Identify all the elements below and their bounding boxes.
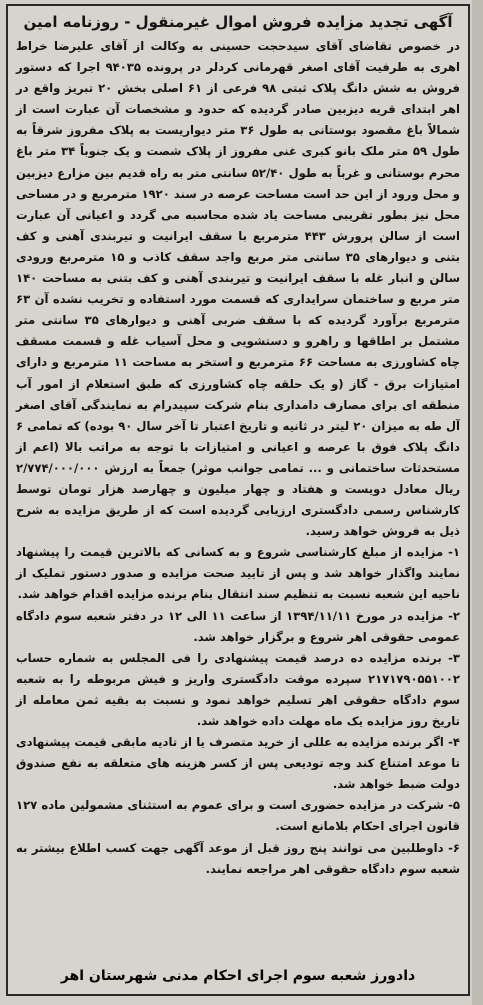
condition-item-6: ۶- داوطلبین می توانند پنج روز قبل از موعد آگهی جهت کسب اطلاع بیشتر به شعبه سوم دادگاه حقوقی اهر مراجعه نمایند. [16, 840, 460, 876]
condition-item-5: ۵- شرکت در مزایده حضوری است و برای عموم به استثنای مشمولین ماده ۱۲۷ قانون اجرای احکام بلامانع است. [16, 798, 460, 834]
notice-body [8, 6, 468, 880]
notice-title: آگهی تجدید مزایده فروش اموال غیرمنقول - روزنامه امین [23, 13, 453, 31]
notice-intro: در خصوص تقاضای آقای سیدحجت حسینی به وکالت از آقای علیرضا خراط اهری به طرفیت آقای اصغر قهرمانی کردلر در پرونده ۹۴۰۳۵ اجرا که دستور فروش به شش دانگ پلاک ثبتی ۹۸ فرعی از ۶۱ اصلی بخش ۲۰ تبریز واقع در اهر ابتدای قریه دیزبین صادر گردیده که حدود و مشخصات آن عبارت است از شمالاً باغ مقصود بوستانی به طول ۳۶ متر دیواریست به پلاک مفروز شرقاً به طول ۵۹ متر ملک بانو کبری غنی مفروز از پلاک شصت و یک جنوباً ۳۴ متر باغ محرم بوستانی و غرباً به طول ۵۲/۴۰ سانتی متر به راه قدیم بین مزارع دیزبین و محل ورود از این حد است مساحت عرصه در سند ۱۹۲۰ مترمربع و در مساحی محل نیز بطور تقریبی مساحت یاد شده محاسبه می گردد و اعیانی آن عبارت است از سالن پرورش ۴۴۳ مترمربع با سقف ایرانیت و تیربندی آهنی و کف بتنی و دیوارهای ۳۵ سانتی متر مربع واجد سقف کاذب و ۱۵ مترمربع ورودی سالن و انبار غله با سقف ایرانیت و تیربندی آهنی و کف بتنی به مساحت ۱۴۰ متر مربع و ساختمان سرایداری که قسمت مورد استفاده و تخریب نشده آن ۶۳ مترمربع برآورد گردیده که با سقف ضربی آهنی و دیوارهای ۳۵ سانتی متر مشتمل بر اطاقها و راهرو و دستشویی و محل آسیاب غله و قسمت مسقف چاه کشاورزی به مساحت ۶۶ مترمربع و استخر به مساحت ۱۱ مترمربع و دارای امتیازات برق - گاز (و یک حلقه چاه کشاورزی که طبق استعلام از امور آب منطقه ای برای مصارف دامداری بنام شرکت سپیدرام به نمایندگی آقای اصغر آل طه به میزان ۲۰ لیتر در ثانیه و تاریخ اعتبار تا آخر سال ۹۰ بوده) که تمامی ۶ دانگ پلاک فوق با عرصه و اعیانی و امتیازات با توجه به مراتب بالا (اعم از مستحدثات ساختمانی و ... تمامی جوانب موثر) جمعاً به ارزش ۲/۷۷۴/۰۰۰/۰۰۰ ریال معادل دویست و هفتاد و چهار میلیون و چهارصد هزار تومان توسط کارشناس رسمی دادگستری ارزیابی گردیده است که از طریق مزایده به شرح ذیل به فروش خواهد رسید. [16, 39, 461, 539]
page-edge [472, 0, 483, 1005]
notice-signature: دادورز شعبه سوم اجرای احکام مدنی شهرستان اهر [60, 968, 416, 984]
condition-item-4: ۴- اگر برنده مزایده به عللی از خرید متصرف یا از تادیه مابقی قیمت پیشنهادی تا موعد امتناع کند وجه تودیعی پس از کسر هزینه های متعلقه به نفع صندوق دولت ضبط خواهد شد. [16, 735, 460, 792]
condition-item-3: ۳- برنده مزایده ده درصد قیمت پیشنهادی را فی المجلس به شماره حساب ۲۱۷۱۷۹۰۵۵۱۰۰۲ سپرده موقت دادگستری واریز و فیش مربوطه را به شعبه سوم دادگاه حقوقی اهر تسلیم خواهد نمود و نسبت به بقیه ثمن معامله از تاریخ روز مزایده یک ماه مهلت داده خواهد شد. [16, 650, 460, 728]
condition-item-1: ۱- مزایده از مبلغ کارشناسی شروع و به کسانی که بالاترین قیمت را پیشنهاد نمایند واگذار خواهد شد و پس از تایید صحت مزایده و صدور دستور تملیک از ناحیه این شعبه نسبت به تنظیم سند انتقال بنام برنده مزایده اقدام خواهد شد. [16, 545, 460, 602]
condition-item-2: ۲- مزایده در مورخ ۱۳۹۴/۱۱/۱۱ از ساعت ۱۱ الی ۱۲ در دفتر شعبه سوم دادگاه عمومی حقوقی اهر شروع و برگزار خواهد شد. [16, 608, 460, 644]
notice-box [6, 4, 470, 996]
